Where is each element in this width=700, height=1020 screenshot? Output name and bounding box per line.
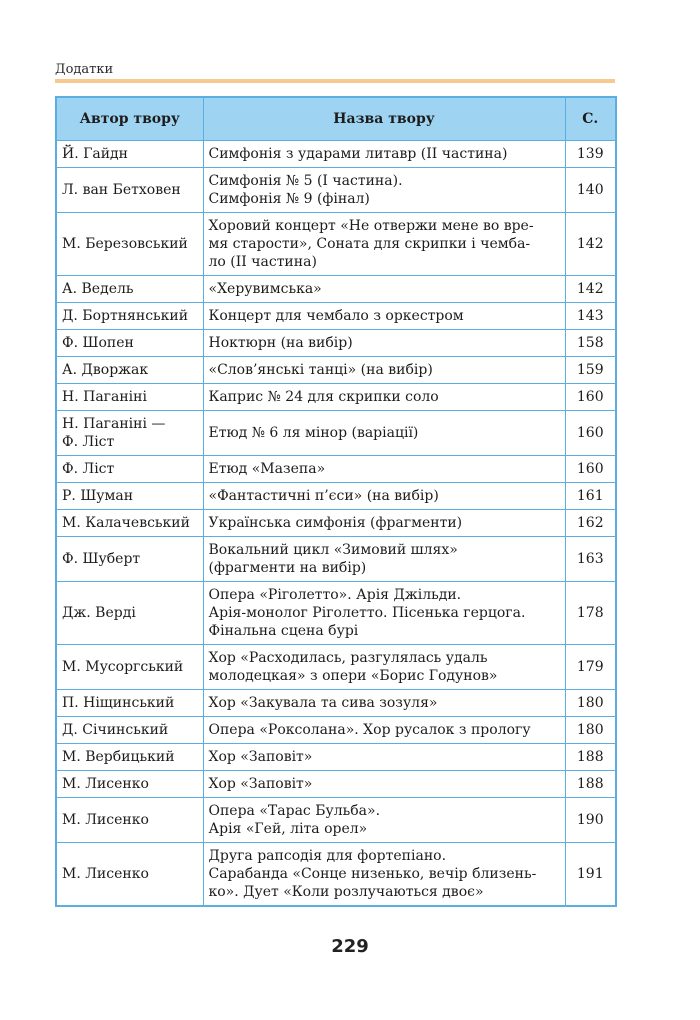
author-cell-line: Л. ван Бетховен <box>62 182 181 198</box>
author-cell <box>56 213 203 276</box>
title-cell <box>203 483 565 510</box>
page-cell: 142 <box>565 213 616 276</box>
table-row <box>56 456 616 483</box>
table-row <box>56 384 616 411</box>
author-cell-line: Ф. Ліст <box>62 434 115 450</box>
page-cell: 160 <box>565 456 616 483</box>
title-cell-line: Хоровий концерт «Не отвержи мене во вре- <box>208 218 534 234</box>
page-cell: 188 <box>565 771 616 798</box>
author-cell <box>56 168 203 213</box>
title-cell-line: Арія-монолог Ріголетто. Пісенька герцога. <box>208 605 526 621</box>
title-cell-line: Опера «Роксолана». Хор русалок з прологу <box>208 722 531 738</box>
author-cell <box>56 798 203 843</box>
title-cell-line: Симфонія № 5 (І частина). <box>208 173 403 189</box>
table-row <box>56 582 616 645</box>
title-cell-line: ко». Дует «Коли розлучаються двоє» <box>208 884 484 900</box>
table-row <box>56 357 616 384</box>
title-cell-line: Концерт для чембало з оркестром <box>208 308 464 324</box>
title-cell <box>203 798 565 843</box>
table-row <box>56 168 616 213</box>
page-cell: 159 <box>565 357 616 384</box>
header-page: С. <box>565 97 616 141</box>
author-cell <box>56 771 203 798</box>
author-cell <box>56 510 203 537</box>
table-header-row <box>56 97 616 141</box>
author-cell-line: Р. Шуман <box>62 488 134 504</box>
title-cell-line: молодецкая» з опери «Борис Годунов» <box>208 668 498 684</box>
title-cell <box>203 213 565 276</box>
table-row <box>56 303 616 330</box>
title-cell-line: Вокальний цикл «Зимовий шлях» <box>208 542 458 558</box>
author-cell-line: Д. Січинський <box>62 722 169 738</box>
author-cell <box>56 537 203 582</box>
author-cell-line: Д. Бортнянський <box>62 308 189 324</box>
title-cell-line: мя старости», Соната для скрипки і чемба- <box>208 236 531 252</box>
title-cell <box>203 456 565 483</box>
works-table <box>55 96 617 907</box>
title-cell <box>203 645 565 690</box>
title-cell <box>203 141 565 168</box>
table-row <box>56 798 616 843</box>
title-cell-line: (фрагменти на вибір) <box>208 560 367 576</box>
table-row <box>56 483 616 510</box>
page-cell: 143 <box>565 303 616 330</box>
title-cell <box>203 330 565 357</box>
title-cell <box>203 411 565 456</box>
page-cell: 178 <box>565 582 616 645</box>
title-cell-line: Опера «Тарас Бульба». <box>208 803 381 819</box>
page-cell: 162 <box>565 510 616 537</box>
author-cell-line: А. Дворжак <box>62 362 149 378</box>
title-cell-line: Ноктюрн (на вибір) <box>208 335 353 351</box>
author-cell <box>56 303 203 330</box>
title-cell-line: Опера «Ріголетто». Арія Джільди. <box>208 587 462 603</box>
author-cell <box>56 690 203 717</box>
author-cell-line: А. Ведель <box>62 281 134 297</box>
title-cell <box>203 843 565 907</box>
page-cell: 163 <box>565 537 616 582</box>
author-cell <box>56 717 203 744</box>
title-cell <box>203 510 565 537</box>
author-cell <box>56 456 203 483</box>
author-cell <box>56 141 203 168</box>
table-row <box>56 537 616 582</box>
author-cell-line: Ф. Шопен <box>62 335 134 351</box>
table-row <box>56 744 616 771</box>
table-row <box>56 141 616 168</box>
header-rule <box>55 79 615 83</box>
title-cell-line: Етюд «Мазепа» <box>208 461 326 477</box>
title-cell-line: Хор «Заповіт» <box>208 749 313 765</box>
author-cell-line: М. Мусоргський <box>62 659 184 675</box>
page-cell: 180 <box>565 690 616 717</box>
author-cell <box>56 744 203 771</box>
page-cell: 140 <box>565 168 616 213</box>
author-cell-line: Дж. Верді <box>62 605 136 621</box>
author-cell <box>56 330 203 357</box>
title-cell-line: Арія «Гей, літа орел» <box>208 821 368 837</box>
table-row <box>56 276 616 303</box>
table-row <box>56 411 616 456</box>
title-cell-line: Симфонія № 9 (фінал) <box>208 191 370 207</box>
section-label: Додатки <box>55 62 114 77</box>
author-cell-line: Й. Гайдн <box>62 146 129 162</box>
title-cell-line: «Слов’янські танці» (на вибір) <box>208 362 433 378</box>
author-cell-line: М. Лисенко <box>62 812 149 828</box>
author-cell-line: М. Лисенко <box>62 776 149 792</box>
title-cell-line: Фінальна сцена бурі <box>208 623 359 639</box>
title-cell <box>203 744 565 771</box>
table-row <box>56 510 616 537</box>
page-cell: 160 <box>565 411 616 456</box>
table-row <box>56 843 616 907</box>
title-cell-line: Хор «Закувала та сива зозуля» <box>208 695 438 711</box>
author-cell-line: Н. Паганіні <box>62 389 147 405</box>
author-cell-line: М. Вербицький <box>62 749 175 765</box>
page-cell: 191 <box>565 843 616 907</box>
title-cell-line: Хор «Заповіт» <box>208 776 313 792</box>
table-row <box>56 690 616 717</box>
title-cell <box>203 771 565 798</box>
table-row <box>56 213 616 276</box>
title-cell-line: Друга рапсодія для фортепіано. <box>208 848 447 864</box>
author-cell-line: М. Калачевський <box>62 515 190 531</box>
header-author: Автор твору <box>56 97 203 141</box>
page-cell: 160 <box>565 384 616 411</box>
page-cell: 179 <box>565 645 616 690</box>
header-title: Назва твору <box>203 97 565 141</box>
author-cell <box>56 384 203 411</box>
title-cell <box>203 168 565 213</box>
title-cell-line: Хор «Расходилась, разгулялась удаль <box>208 650 488 666</box>
author-cell <box>56 411 203 456</box>
page-cell: 142 <box>565 276 616 303</box>
title-cell <box>203 717 565 744</box>
title-cell-line: Симфонія з ударами литавр (ІІ частина) <box>208 146 508 162</box>
author-cell <box>56 843 203 907</box>
title-cell <box>203 537 565 582</box>
table-row <box>56 330 616 357</box>
table-row <box>56 717 616 744</box>
author-cell-line: Н. Паганіні — <box>62 416 166 432</box>
author-cell-line: М. Березовський <box>62 236 188 252</box>
page-cell: 161 <box>565 483 616 510</box>
table-row <box>56 645 616 690</box>
title-cell <box>203 303 565 330</box>
author-cell <box>56 276 203 303</box>
title-cell <box>203 582 565 645</box>
title-cell-line: «Херувимська» <box>208 281 322 297</box>
title-cell <box>203 276 565 303</box>
author-cell-line: Ф. Ліст <box>62 461 115 477</box>
page-cell: 139 <box>565 141 616 168</box>
title-cell-line: ло (ІІ частина) <box>208 254 317 270</box>
author-cell-line: Ф. Шуберт <box>62 551 141 567</box>
title-cell <box>203 384 565 411</box>
title-cell-line: Українська симфонія (фрагменти) <box>208 515 463 531</box>
page-cell: 188 <box>565 744 616 771</box>
page-cell: 158 <box>565 330 616 357</box>
title-cell-line: Сарабанда «Сонце низенько, вечір близень- <box>208 866 537 882</box>
author-cell <box>56 645 203 690</box>
title-cell-line: Каприс № 24 для скрипки соло <box>208 389 439 405</box>
table-body <box>56 141 616 907</box>
title-cell-line: Етюд № 6 ля мінор (варіації) <box>208 425 419 441</box>
title-cell <box>203 357 565 384</box>
author-cell <box>56 582 203 645</box>
page-number: 229 <box>331 936 369 957</box>
title-cell-line: «Фантастичні п’єси» (на вибір) <box>208 488 439 504</box>
author-cell-line: М. Лисенко <box>62 866 149 882</box>
author-cell <box>56 483 203 510</box>
page-cell: 190 <box>565 798 616 843</box>
title-cell <box>203 690 565 717</box>
table-row <box>56 771 616 798</box>
author-cell-line: П. Ніщинський <box>62 695 175 711</box>
author-cell <box>56 357 203 384</box>
page-cell: 180 <box>565 717 616 744</box>
